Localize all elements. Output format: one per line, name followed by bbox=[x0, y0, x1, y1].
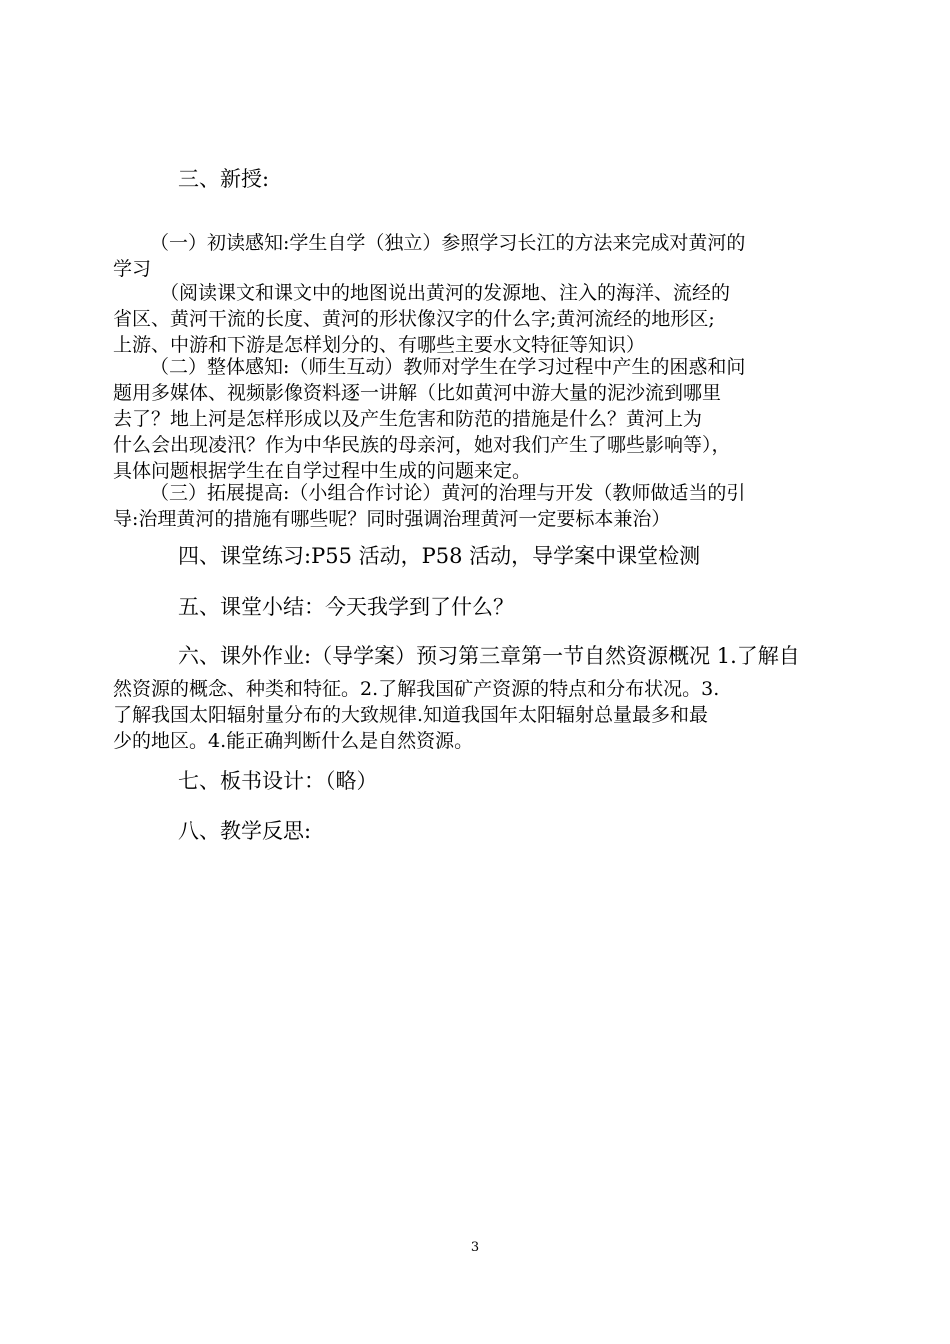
section-4-classroom-practice: 四、课堂练习:P55 活动，P58 活动，导学案中课堂检测 bbox=[178, 544, 701, 568]
section-6-homework-cont bbox=[113, 676, 839, 754]
paragraph-extension bbox=[150, 480, 839, 506]
text-line: （一）初读感知:学生自学（独立）参照学习长江的方法来完成对黄河的 bbox=[150, 232, 746, 254]
paragraph-reading-task-cont bbox=[113, 306, 839, 358]
text-line: 了解我国太阳辐射量分布的大致规律.知道我国年太阳辐射总量最多和最 bbox=[113, 704, 709, 726]
text-line: 什么会出现凌汛？作为中华民族的母亲河，她对我们产生了哪些影响等）， bbox=[113, 434, 731, 456]
paragraph-initial-reading bbox=[150, 230, 839, 256]
paragraph-extension-cont bbox=[113, 506, 839, 532]
section-5-summary: 五、课堂小结：今天我学到了什么？ bbox=[178, 595, 514, 619]
section-6-homework: 六、课外作业:（导学案）预习第三章第一节自然资源概况 1.了解自 bbox=[178, 644, 800, 668]
text-line: 少的地区。4.能正确判断什么是自然资源。 bbox=[113, 730, 474, 752]
text-line: 然资源的概念、种类和特征。2.了解我国矿产资源的特点和分布状况。3. bbox=[113, 678, 720, 700]
text-line: 题用多媒体、视频影像资料逐一讲解（比如黄河中游大量的泥沙流到哪里 bbox=[113, 382, 722, 404]
text-line: 具体问题根据学生在自学过程中生成的问题来定。 bbox=[113, 460, 532, 482]
text-line: （二）整体感知:（师生互动）教师对学生在学习过程中产生的困惑和问 bbox=[150, 356, 746, 378]
text-line: （阅读课文和课文中的地图说出黄河的发源地、注入的海洋、流经的 bbox=[160, 282, 731, 304]
text-line: 上游、中游和下游是怎样划分的、有哪些主要水文特征等知识） bbox=[113, 334, 646, 356]
text-line: 学习 bbox=[113, 258, 152, 280]
section-3-title: 三、新授: bbox=[178, 167, 270, 191]
text-line: （三）拓展提高:（小组合作讨论）黄河的治理与开发（教师做适当的引 bbox=[150, 482, 746, 504]
section-7-board-design: 七、板书设计：（略） bbox=[178, 769, 378, 793]
paragraph-overall-perception bbox=[150, 354, 839, 380]
text-line: 省区、黄河干流的长度、黄河的形状像汉字的什么字;黄河流经的地形区; bbox=[113, 308, 715, 330]
section-8-reflection: 八、教学反思: bbox=[178, 819, 312, 843]
text-line: 导:治理黄河的措施有哪些呢？同时强调治理黄河一定要标本兼治） bbox=[113, 508, 671, 530]
paragraph-reading-task bbox=[160, 280, 839, 306]
paragraph-initial-reading-cont bbox=[113, 256, 839, 282]
paragraph-overall-perception-cont bbox=[113, 380, 839, 484]
page-number: 3 bbox=[470, 1240, 480, 1255]
text-line: 去了？地上河是怎样形成以及产生危害和防范的措施是什么？黄河上为 bbox=[113, 408, 703, 430]
